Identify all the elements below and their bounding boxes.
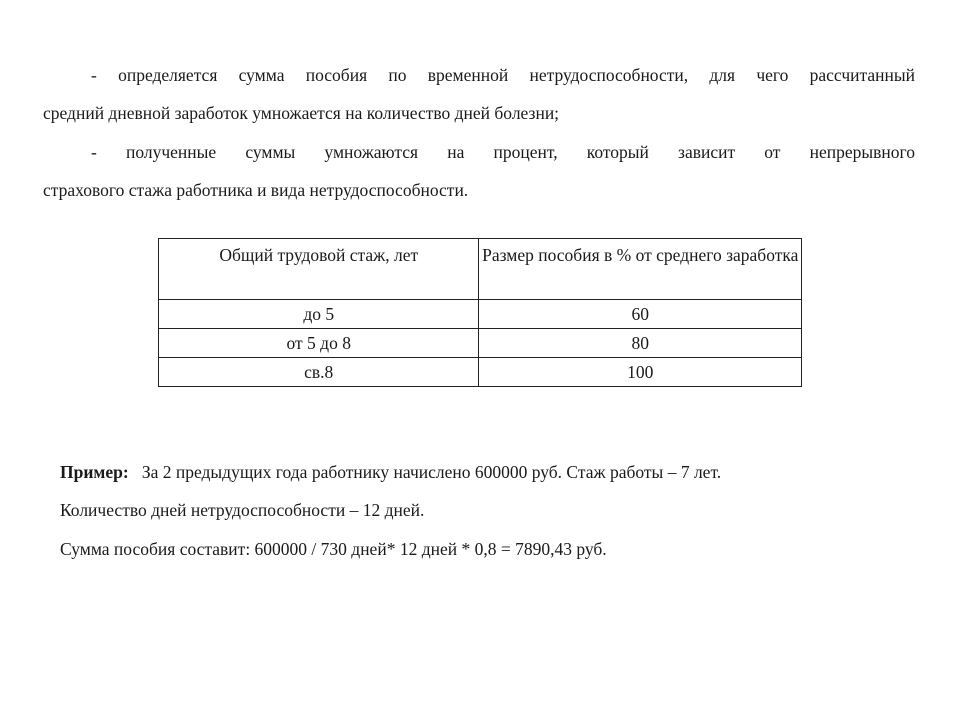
table-cell: св.8 [159,358,479,387]
paragraph-line: средний дневной заработок умножается на количество дней болезни; [43,103,560,123]
table-cell: от 5 до 8 [159,329,479,358]
table-row [159,329,802,358]
example-text: За 2 предыдущих года работнику начислено 600000 руб. Стаж работы – 7 лет. [141,462,722,482]
example-label: Пример: [60,462,129,482]
table-header-cell: Общий трудовой стаж, лет [159,239,479,300]
example-line [60,453,892,491]
paragraph-line [43,133,915,171]
table-header-row [159,239,802,300]
table-row [159,300,802,329]
paragraph-sum-calculation [43,56,915,132]
table-cell: 60 [479,300,802,329]
benefit-table [158,238,802,387]
table-row [159,358,802,387]
table-header-cell: Размер пособия в % от среднего заработка [479,239,802,300]
example-line: Сумма пособия составит: 600000 / 730 дней* 12 дней * 0,8 = 7890,43 руб. [60,539,607,559]
table-cell: до 5 [159,300,479,329]
paragraph-line [43,56,915,94]
example-line: Количество дней нетрудоспособности – 12 дней. [60,500,425,520]
table-cell: 100 [479,358,802,387]
paragraph-text: - определяется сумма пособия по временной нетрудоспособности, для чего рассчитанный [91,65,915,85]
table-cell: 80 [479,329,802,358]
paragraph-text: - полученные суммы умножаются на процент, который зависит от непрерывного [91,142,915,162]
paragraph-percent [43,133,915,209]
paragraph-line: страхового стажа работника и вида нетрудоспособности. [43,180,469,200]
